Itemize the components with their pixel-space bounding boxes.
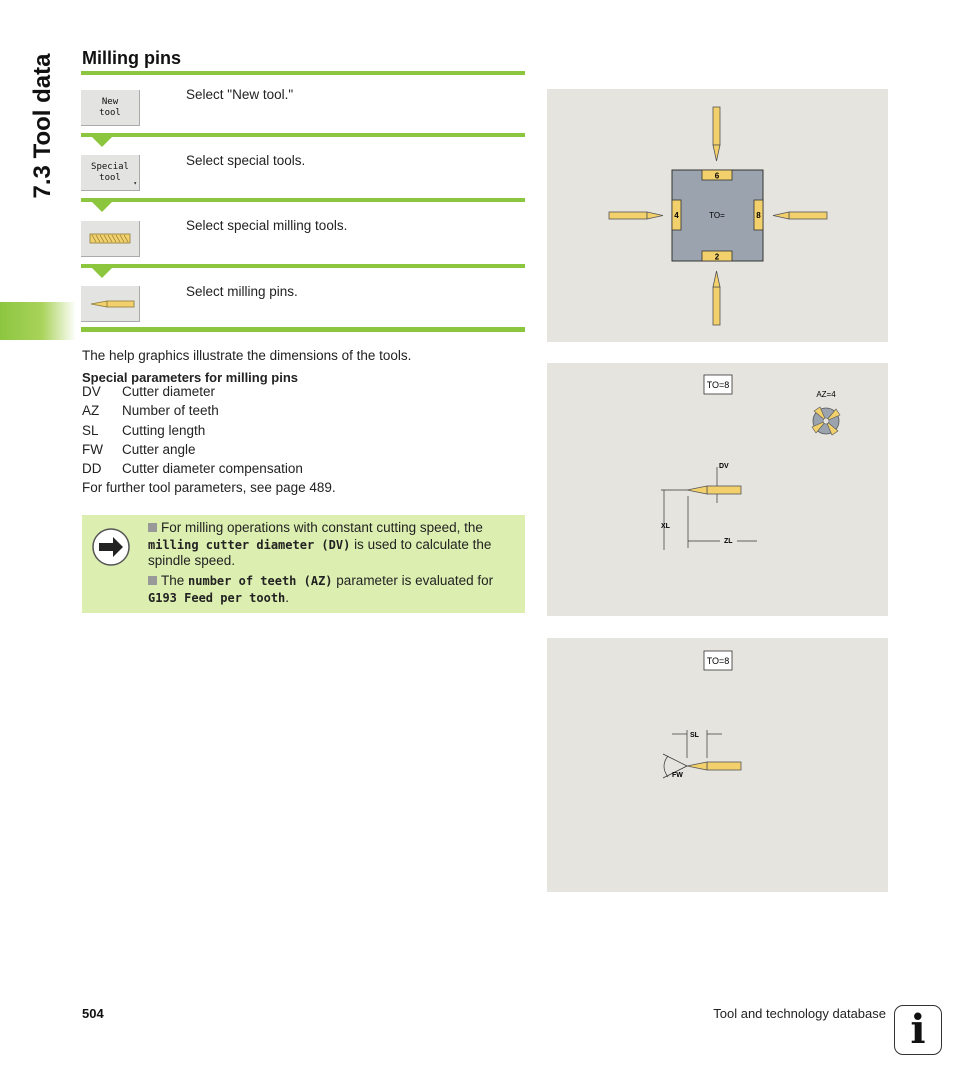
tool-orientation-text: TO= xyxy=(709,211,725,220)
info-icon xyxy=(894,1005,942,1055)
orientation-label: 6 xyxy=(714,171,720,181)
params-heading: Special parameters for milling pins xyxy=(82,370,299,385)
step-text: Select "New tool." xyxy=(186,87,294,102)
tool-orientation-text: TO=8 xyxy=(706,656,730,666)
page-title: Milling pins xyxy=(82,48,181,68)
softkey-label: tool xyxy=(99,173,121,183)
step-arrow-icon xyxy=(92,137,112,147)
fw-label: FW xyxy=(672,772,683,779)
sl-label: SL xyxy=(690,732,699,739)
param-code: SL xyxy=(82,423,99,438)
step-text: Select milling pins. xyxy=(186,284,298,299)
chapter-title-text: 7.3 Tool data xyxy=(29,53,56,199)
note-code: milling cutter diameter (DV) xyxy=(148,537,351,552)
note-text: is used to calculate the spindle speed. xyxy=(148,536,492,568)
new-tool-softkey[interactable] xyxy=(81,90,140,126)
cutting-diagram xyxy=(547,638,888,892)
param-row xyxy=(82,384,215,399)
intro-text: The help graphics illustrate the dimensions of the tools. xyxy=(82,348,412,363)
softkey-label: tool xyxy=(99,108,121,118)
step-text: Select special milling tools. xyxy=(186,218,348,233)
step-divider xyxy=(81,198,525,202)
step-text: Select special tools. xyxy=(186,153,306,168)
orientation-diagram xyxy=(547,89,888,342)
note-text: parameter is evaluated for xyxy=(336,573,494,588)
chapter-title-vertical xyxy=(28,46,58,206)
zl-label: ZL xyxy=(724,538,733,545)
param-label: Cutting length xyxy=(122,423,206,438)
note-code: number of teeth (AZ) xyxy=(188,574,333,588)
param-row xyxy=(82,442,196,457)
param-label: Cutter diameter compensation xyxy=(122,461,303,476)
further-text: For further tool parameters, see page 489. xyxy=(82,480,336,495)
softkey-label: New xyxy=(101,97,119,107)
cutter-teeth-icon xyxy=(812,407,840,435)
param-label: Number of teeth xyxy=(122,403,219,418)
step-arrow-icon xyxy=(92,268,112,278)
note-text: . xyxy=(285,589,290,605)
step-divider xyxy=(81,133,525,137)
milling-pin-icon xyxy=(81,286,139,321)
orientation-label: 2 xyxy=(714,252,720,262)
milling-tool-icon xyxy=(81,221,139,256)
step-divider xyxy=(81,327,525,332)
chevron-down-icon: ▾ xyxy=(133,180,137,187)
special-milling-softkey[interactable] xyxy=(81,221,140,257)
param-label: Cutter angle xyxy=(122,442,196,457)
page-number: 504 xyxy=(82,1006,104,1021)
help-graphic-dimensions xyxy=(547,363,888,616)
param-code: AZ xyxy=(82,403,100,418)
tool-orientation-text: TO=8 xyxy=(706,380,730,390)
help-graphic-orientation xyxy=(547,89,888,342)
dv-label: DV xyxy=(719,463,729,470)
help-graphic-cutting xyxy=(547,638,888,892)
xl-label: XL xyxy=(661,523,670,530)
param-code: DD xyxy=(82,461,102,476)
note-text: The xyxy=(161,573,185,588)
dimension-diagram xyxy=(547,363,888,616)
footer-chapter: Tool and technology database xyxy=(713,1006,886,1021)
bullet-icon xyxy=(148,523,157,532)
chapter-side-tab xyxy=(0,302,76,340)
note-code: G193 Feed per tooth xyxy=(148,590,286,605)
special-tool-softkey[interactable] xyxy=(81,155,140,191)
arrow-right-icon xyxy=(91,527,131,567)
teeth-label: AZ=4 xyxy=(816,390,836,399)
info-glyph: i xyxy=(910,1006,926,1053)
param-label: Cutter diameter xyxy=(122,384,216,399)
step-arrow-icon xyxy=(92,202,112,212)
note-bullet-1 xyxy=(148,520,514,570)
step-divider xyxy=(81,71,525,75)
param-row xyxy=(82,403,219,418)
note-text: For milling operations with constant cutting speed, the xyxy=(161,520,483,535)
param-code: DV xyxy=(82,384,101,399)
softkey-label: Special xyxy=(91,162,129,172)
param-row xyxy=(82,423,205,438)
step-divider xyxy=(81,264,525,268)
bullet-icon xyxy=(148,576,157,585)
milling-pin-softkey[interactable] xyxy=(81,286,140,322)
orientation-label: 8 xyxy=(756,211,761,220)
param-row xyxy=(82,461,303,476)
orientation-label: 4 xyxy=(674,211,679,220)
note-bullet-2 xyxy=(148,573,514,606)
param-code: FW xyxy=(82,442,103,457)
